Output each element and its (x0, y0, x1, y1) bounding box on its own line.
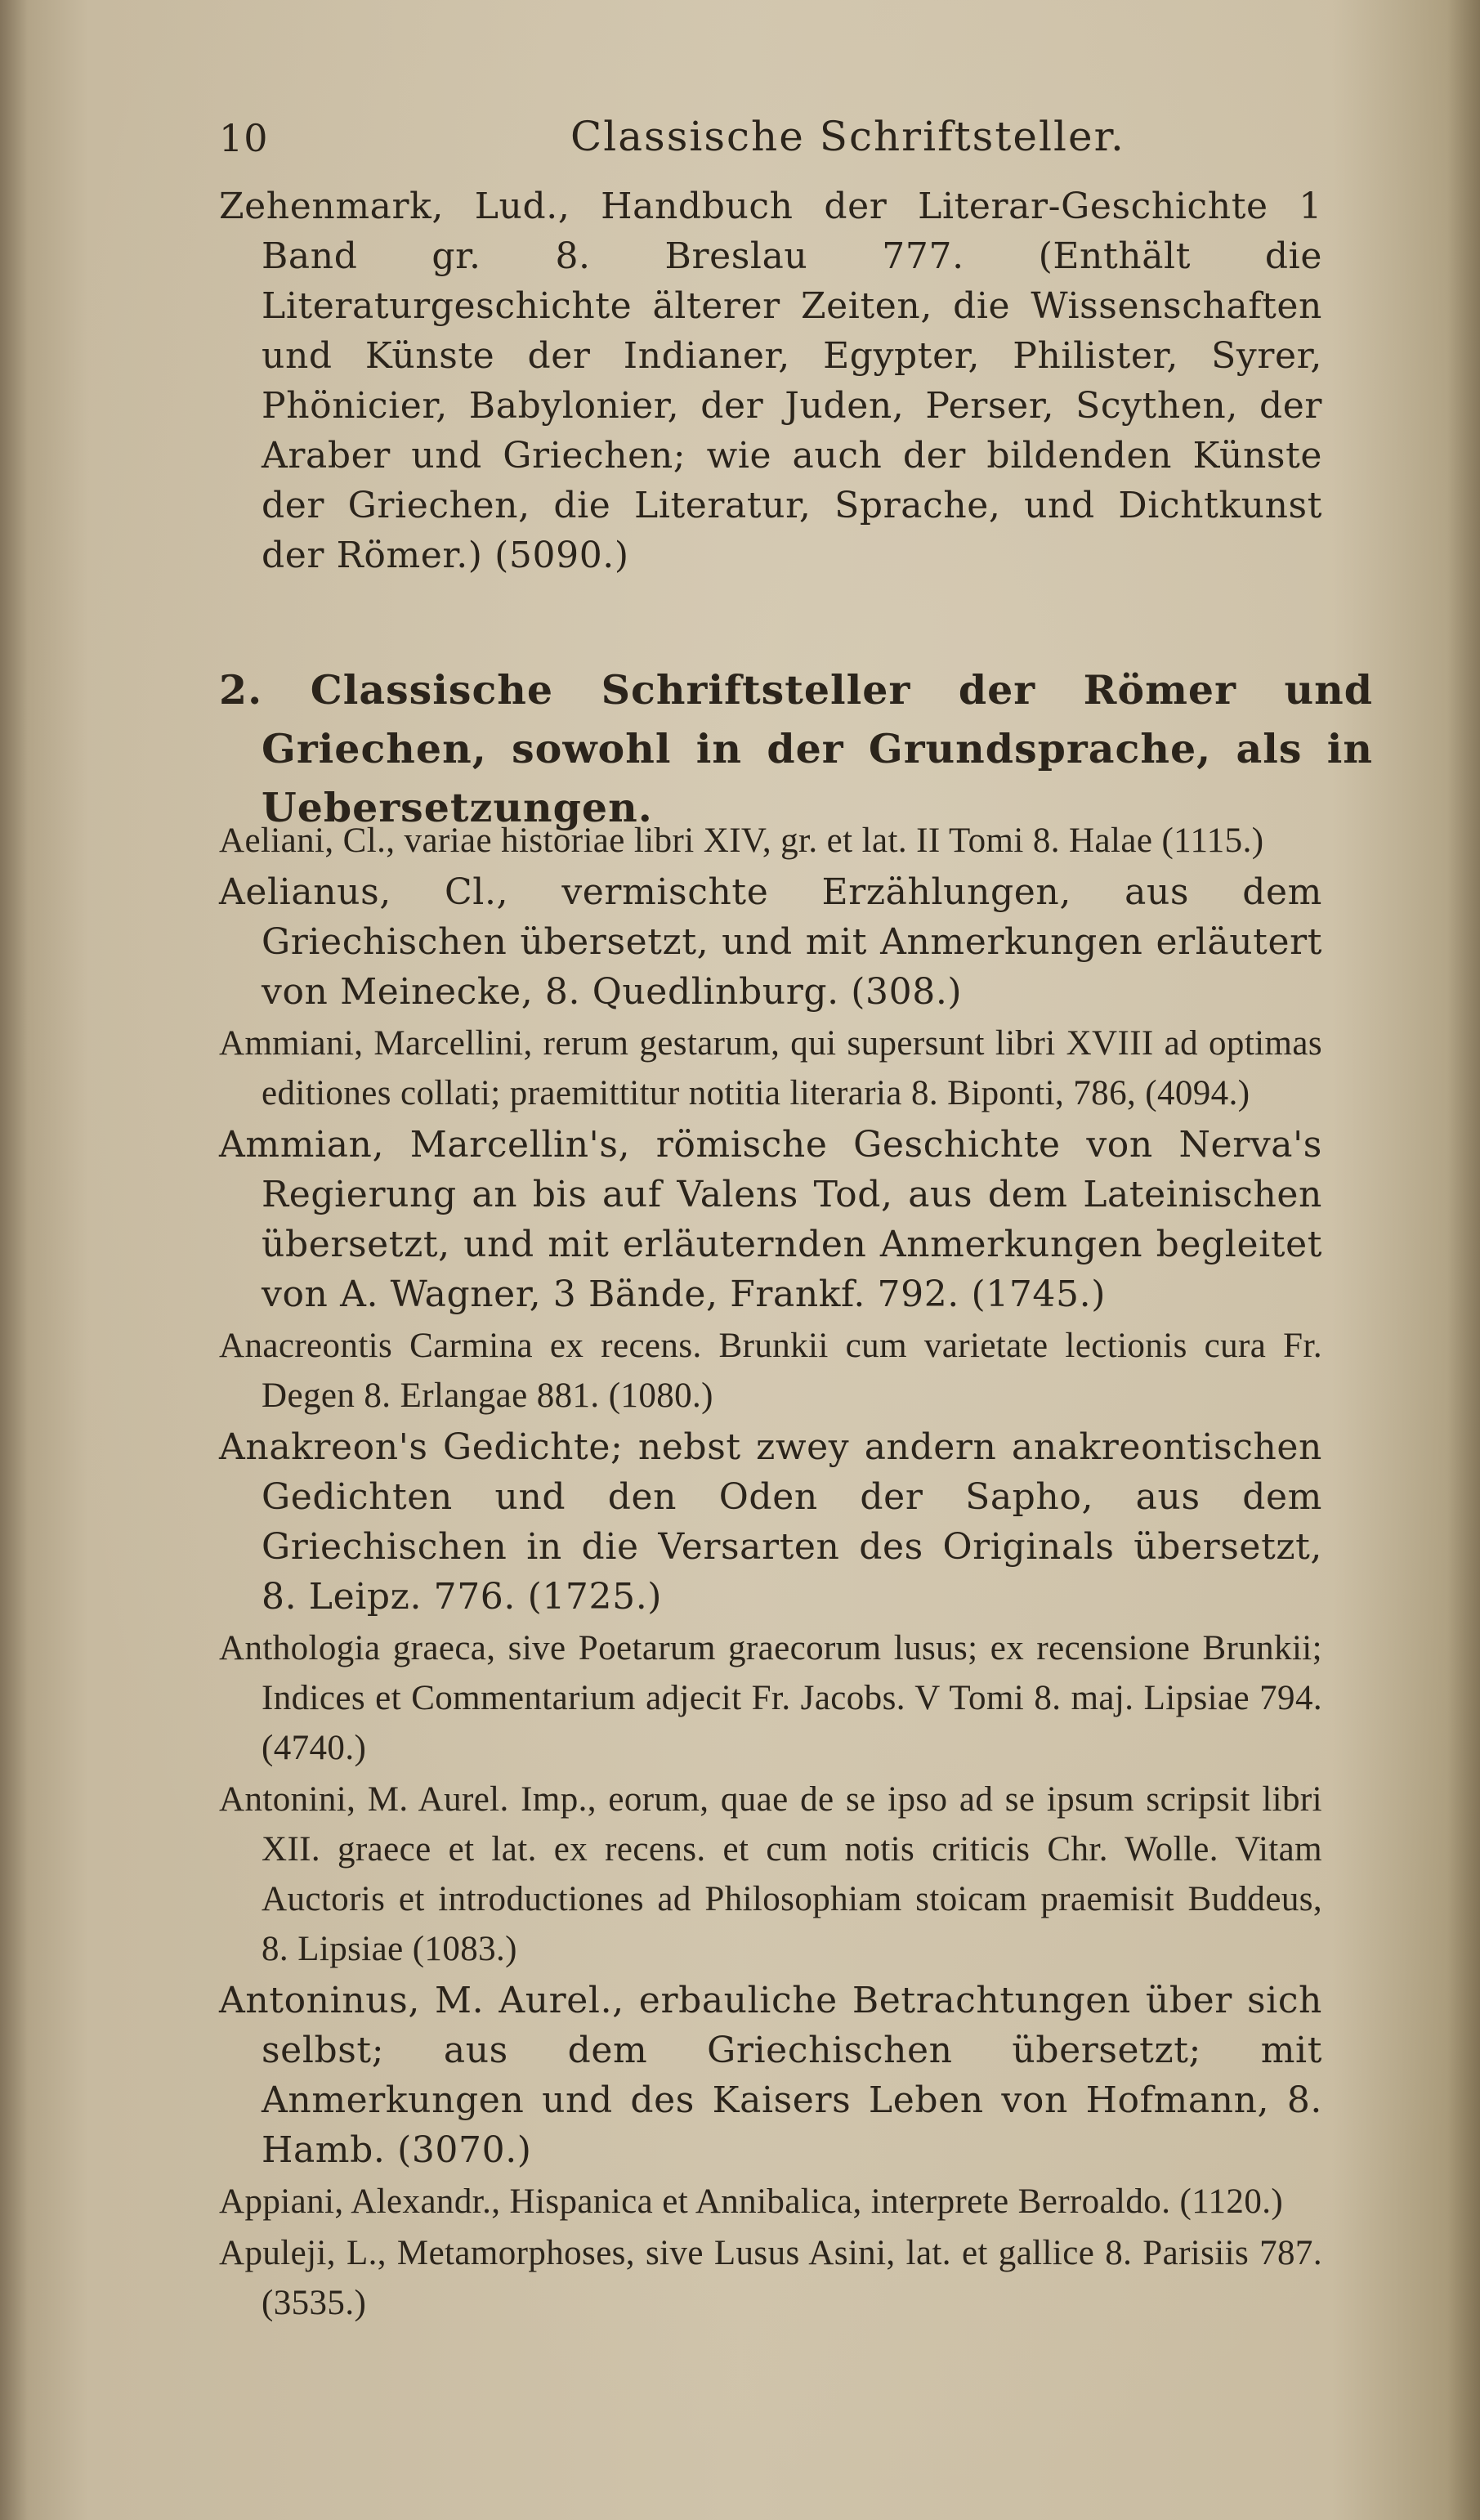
entry-anthologia: Anthologia graeca, sive Poetarum graecorum lusus; ex recensione Brunkii; Indices et Commentarium adjecit Fr. Jacobs. V Tomi 8. maj. Lipsiae 794. (4740.) (219, 1629, 1322, 1767)
entry-antoninus: Antoninus, M. Aurel., erbauliche Betrachtungen über sich selbst; aus dem Griechischen übersetzt; mit Anmerkungen und des Kaisers Leben von Hofmann, 8. Hamb. (3070.) (219, 1980, 1322, 2171)
section-heading: 2. Classische Schriftsteller der Römer und Griechen, sowohl in der Grundsprache, als in Uebersetzungen. (219, 666, 1373, 831)
intro-entry-block (219, 181, 1322, 580)
entry-anacreontis: Anacreontis Carmina ex recens. Brunkii cum varietate lectionis cura Fr. Degen 8. Erlangae 881. (1080.) (219, 1327, 1322, 1415)
entry-ammian: Ammian, Marcellin's, römische Geschichte von Nerva's Regierung an bis auf Valens Tod, aus dem Lateinischen übersetzt, und mit erläuternden Anmerkungen begleitet von A. Wagner, 3 Bände, Frankf. 792. (1745.) (219, 1124, 1322, 1315)
entry-aelianus: Aelianus, Cl., vermischte Erzählungen, aus dem Griechischen übersetzt, und mit Anmerkungen erläutert von Meinecke, 8. Quedlinburg. (308.) (219, 871, 1322, 1013)
entry-antonini: Antonini, M. Aurel. Imp., eorum, quae de se ipso ad se ipsum scripsit libri XII. graece et lat. ex recens. et cum notis criticis Chr. Wolle. Vitam Auctoris et introductiones ad Philosophiam stoicam praemisit Buddeus, 8. Lipsiae (1083.) (219, 1780, 1322, 1968)
entry-apuleji: Apuleji, L., Metamorphoses, sive Lusus Asini, lat. et gallice 8. Parisiis 787. (3535.) (219, 2234, 1322, 2322)
intro-entry: Zehenmark, Lud., Handbuch der Literar-Geschichte 1 Band gr. 8. Breslau 777. (Enthält die Literaturgeschichte älterer Zeiten, die Wissenschaften und Künste der Indianer, Egypter, Philister, Syrer, Phönicier, Babylonier, der Juden, Perser, Scythen, der Araber und Griechen; wie auch der bildenden Künste der Griechen, die Literatur, Sprache, und Dichtkunst der Römer.) (5090.) (219, 186, 1322, 576)
page-header (219, 113, 1322, 173)
edge-shadow (1447, 0, 1480, 2520)
page-number: 10 (219, 116, 269, 160)
running-head: Classische Schriftsteller. (570, 113, 1125, 160)
entry-ammiani: Ammiani, Marcellini, rerum gestarum, qui supersunt libri XVIII ad optimas editiones collati; praemittitur notitia literaria 8. Biponti, 786, (4094.) (219, 1024, 1322, 1112)
entry-appiani: Appiani, Alexandr., Hispanica et Annibalica, interprete Berroaldo. (1120.) (219, 2182, 1284, 2221)
entry-aeliani: Aeliani, Cl., variae historiae libri XIV, gr. et lat. II Tomi 8. Halae (1115.) (219, 821, 1264, 860)
entry-anakreon: Anakreon's Gedichte; nebst zwey andern anakreontischen Gedichten und den Oden der Sapho, aus dem Griechischen in die Versarten des Originals übersetzt, 8. Leipz. 776. (1725.) (219, 1426, 1322, 1618)
spine-shadow (0, 0, 28, 2520)
bibliography-list (219, 816, 1322, 2330)
